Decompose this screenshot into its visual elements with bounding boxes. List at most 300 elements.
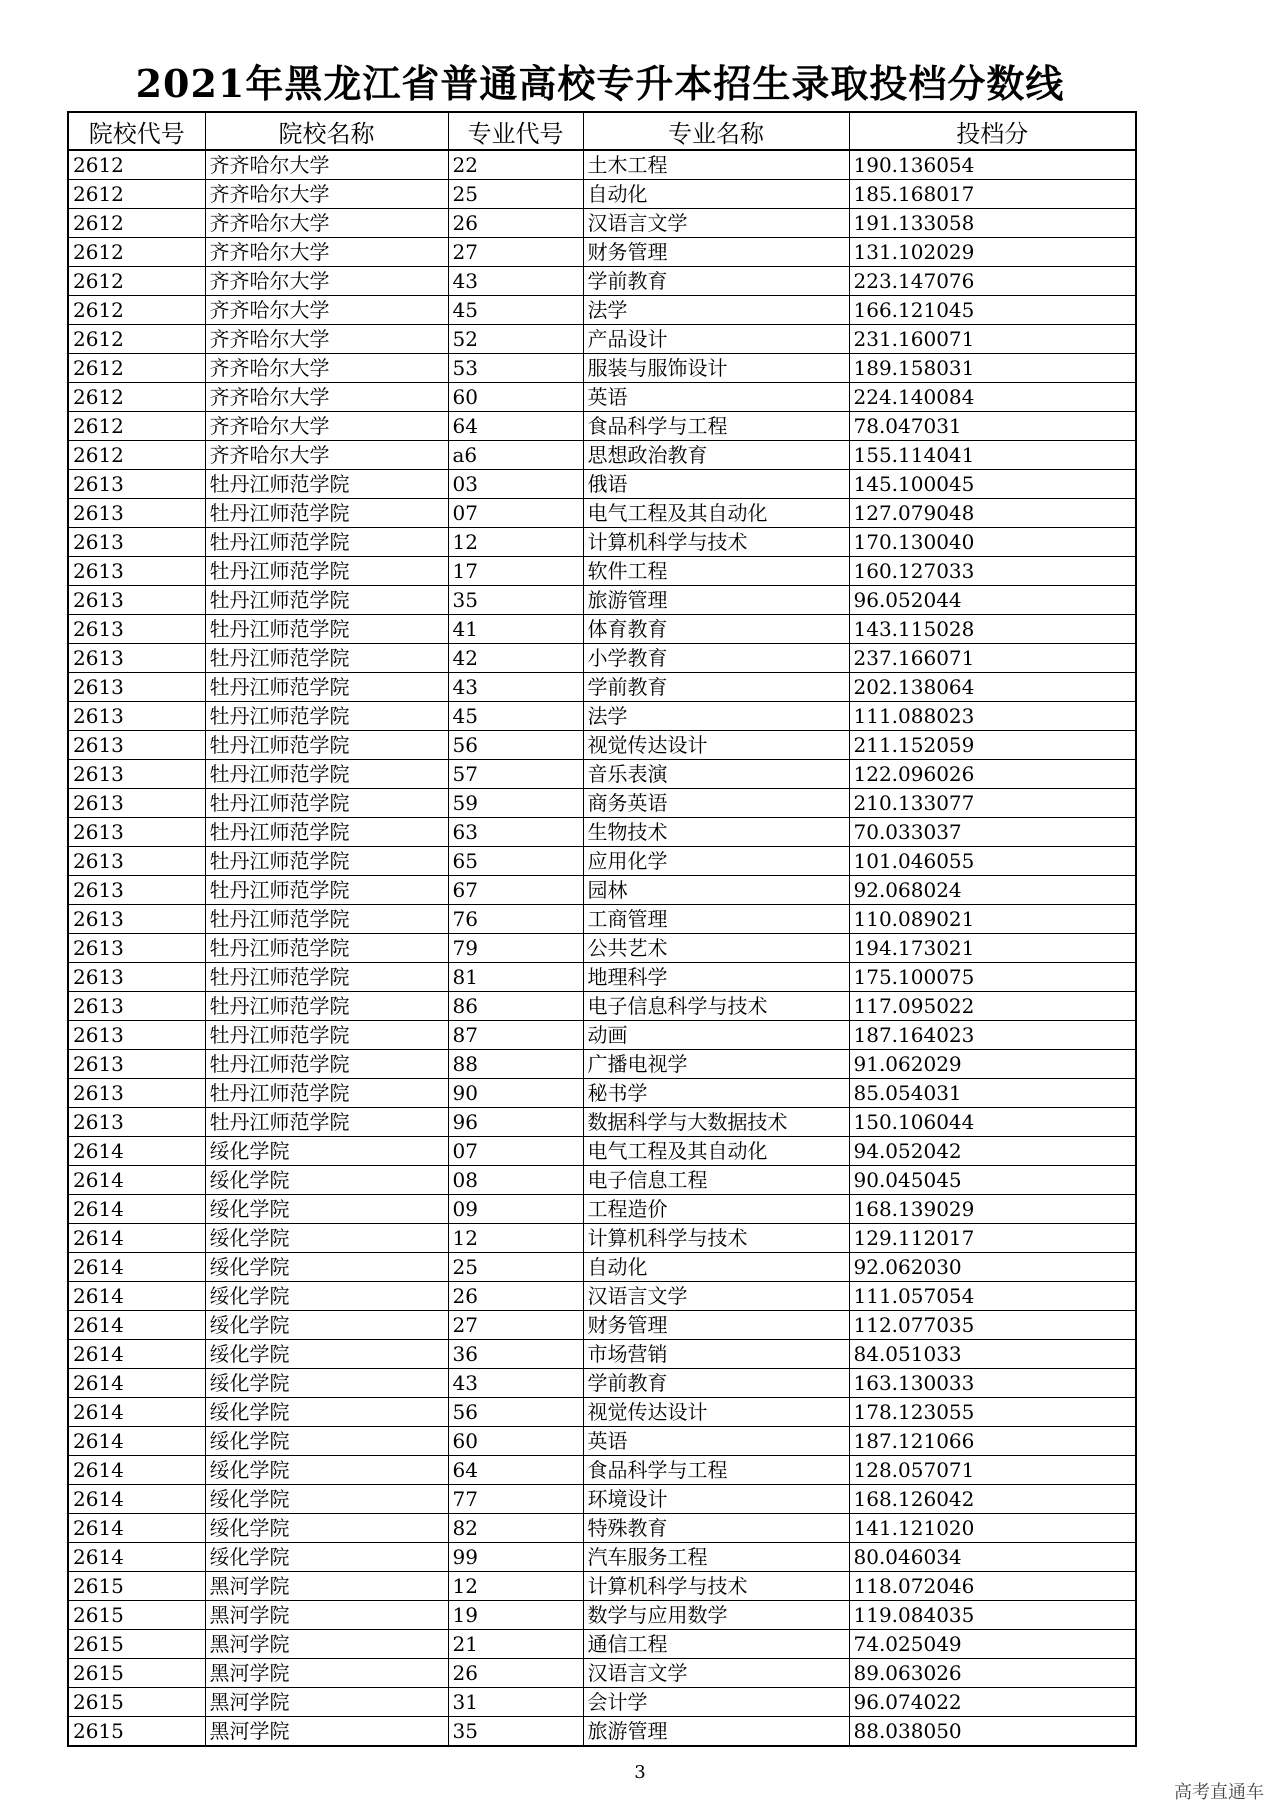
major-code-cell: 26 <box>448 209 583 238</box>
major-code-cell: 63 <box>448 818 583 847</box>
school-code-cell: 2615 <box>68 1659 205 1688</box>
table-row <box>68 383 1136 412</box>
school-name-cell: 齐齐哈尔大学 <box>205 209 448 238</box>
major-code-cell: 26 <box>448 1282 583 1311</box>
table-row <box>68 180 1136 209</box>
major-code-cell: 35 <box>448 586 583 615</box>
school-code-cell: 2614 <box>68 1369 205 1398</box>
major-name-cell: 自动化 <box>583 1253 849 1282</box>
major-name-cell: 应用化学 <box>583 847 849 876</box>
school-name-cell: 牡丹江师范学院 <box>205 963 448 992</box>
score-cell: 101.046055 <box>849 847 1136 876</box>
school-code-cell: 2612 <box>68 180 205 209</box>
table-body <box>68 150 1136 1746</box>
table-row <box>68 1427 1136 1456</box>
major-name-cell: 动画 <box>583 1021 849 1050</box>
header-school-code: 院校代号 <box>68 112 205 150</box>
major-name-cell: 工商管理 <box>583 905 849 934</box>
school-code-cell: 2614 <box>68 1253 205 1282</box>
major-name-cell: 自动化 <box>583 180 849 209</box>
table-row <box>68 1659 1136 1688</box>
score-cell: 94.052042 <box>849 1137 1136 1166</box>
school-name-cell: 黑河学院 <box>205 1601 448 1630</box>
table-row <box>68 557 1136 586</box>
school-name-cell: 黑河学院 <box>205 1717 448 1747</box>
school-code-cell: 2613 <box>68 673 205 702</box>
score-cell: 191.133058 <box>849 209 1136 238</box>
score-cell: 78.047031 <box>849 412 1136 441</box>
school-name-cell: 绥化学院 <box>205 1166 448 1195</box>
table-row <box>68 296 1136 325</box>
table-row <box>68 267 1136 296</box>
school-code-cell: 2614 <box>68 1195 205 1224</box>
major-code-cell: 25 <box>448 1253 583 1282</box>
major-name-cell: 学前教育 <box>583 267 849 296</box>
school-name-cell: 牡丹江师范学院 <box>205 818 448 847</box>
major-name-cell: 生物技术 <box>583 818 849 847</box>
school-name-cell: 黑河学院 <box>205 1630 448 1659</box>
table-row <box>68 673 1136 702</box>
school-name-cell: 黑河学院 <box>205 1572 448 1601</box>
major-name-cell: 广播电视学 <box>583 1050 849 1079</box>
major-name-cell: 汉语言文学 <box>583 209 849 238</box>
major-name-cell: 法学 <box>583 702 849 731</box>
major-name-cell: 数学与应用数学 <box>583 1601 849 1630</box>
major-code-cell: 60 <box>448 1427 583 1456</box>
score-cell: 119.084035 <box>849 1601 1136 1630</box>
table-row <box>68 847 1136 876</box>
school-code-cell: 2613 <box>68 615 205 644</box>
school-name-cell: 牡丹江师范学院 <box>205 760 448 789</box>
major-name-cell: 公共艺术 <box>583 934 849 963</box>
major-name-cell: 体育教育 <box>583 615 849 644</box>
score-cell: 237.166071 <box>849 644 1136 673</box>
page-title: 2021年黑龙江省普通高校专升本招生录取投档分数线 <box>135 61 1065 106</box>
school-name-cell: 齐齐哈尔大学 <box>205 296 448 325</box>
school-code-cell: 2615 <box>68 1572 205 1601</box>
table-row <box>68 1224 1136 1253</box>
school-code-cell: 2615 <box>68 1688 205 1717</box>
major-code-cell: 77 <box>448 1485 583 1514</box>
school-name-cell: 牡丹江师范学院 <box>205 1021 448 1050</box>
school-code-cell: 2613 <box>68 905 205 934</box>
score-cell: 96.052044 <box>849 586 1136 615</box>
major-name-cell: 财务管理 <box>583 238 849 267</box>
school-code-cell: 2613 <box>68 992 205 1021</box>
school-code-cell: 2614 <box>68 1166 205 1195</box>
major-code-cell: 53 <box>448 354 583 383</box>
school-code-cell: 2614 <box>68 1224 205 1253</box>
major-name-cell: 英语 <box>583 383 849 412</box>
watermark: 高考直通车 <box>1174 1782 1264 1803</box>
major-code-cell: 17 <box>448 557 583 586</box>
score-cell: 185.168017 <box>849 180 1136 209</box>
major-code-cell: 07 <box>448 1137 583 1166</box>
school-code-cell: 2612 <box>68 354 205 383</box>
school-code-cell: 2612 <box>68 209 205 238</box>
major-code-cell: 31 <box>448 1688 583 1717</box>
major-code-cell: 90 <box>448 1079 583 1108</box>
major-code-cell: 08 <box>448 1166 583 1195</box>
table-row <box>68 412 1136 441</box>
table-row <box>68 1514 1136 1543</box>
major-code-cell: 99 <box>448 1543 583 1572</box>
table-row <box>68 499 1136 528</box>
school-name-cell: 牡丹江师范学院 <box>205 731 448 760</box>
table-row <box>68 818 1136 847</box>
major-name-cell: 思想政治教育 <box>583 441 849 470</box>
score-cell: 160.127033 <box>849 557 1136 586</box>
school-name-cell: 绥化学院 <box>205 1398 448 1427</box>
major-code-cell: 45 <box>448 702 583 731</box>
major-name-cell: 土木工程 <box>583 150 849 180</box>
header-school-name: 院校名称 <box>205 112 448 150</box>
table-row <box>68 1398 1136 1427</box>
score-cell: 128.057071 <box>849 1456 1136 1485</box>
major-code-cell: 27 <box>448 1311 583 1340</box>
score-cell: 223.147076 <box>849 267 1136 296</box>
table-row <box>68 1630 1136 1659</box>
school-name-cell: 齐齐哈尔大学 <box>205 325 448 354</box>
table-row <box>68 789 1136 818</box>
school-name-cell: 牡丹江师范学院 <box>205 528 448 557</box>
score-table <box>67 111 1137 1747</box>
score-cell: 85.054031 <box>849 1079 1136 1108</box>
major-code-cell: 56 <box>448 731 583 760</box>
major-code-cell: 81 <box>448 963 583 992</box>
major-name-cell: 计算机科学与技术 <box>583 1572 849 1601</box>
score-cell: 170.130040 <box>849 528 1136 557</box>
school-name-cell: 牡丹江师范学院 <box>205 586 448 615</box>
major-name-cell: 财务管理 <box>583 1311 849 1340</box>
school-code-cell: 2614 <box>68 1340 205 1369</box>
score-cell: 80.046034 <box>849 1543 1136 1572</box>
school-name-cell: 牡丹江师范学院 <box>205 1050 448 1079</box>
major-name-cell: 计算机科学与技术 <box>583 1224 849 1253</box>
school-name-cell: 黑河学院 <box>205 1659 448 1688</box>
school-name-cell: 绥化学院 <box>205 1485 448 1514</box>
header-major-name: 专业名称 <box>583 112 849 150</box>
school-code-cell: 2614 <box>68 1398 205 1427</box>
major-name-cell: 工程造价 <box>583 1195 849 1224</box>
table-row <box>68 1050 1136 1079</box>
school-code-cell: 2614 <box>68 1514 205 1543</box>
school-name-cell: 齐齐哈尔大学 <box>205 267 448 296</box>
school-code-cell: 2614 <box>68 1456 205 1485</box>
school-code-cell: 2613 <box>68 644 205 673</box>
school-code-cell: 2613 <box>68 499 205 528</box>
major-name-cell: 学前教育 <box>583 673 849 702</box>
major-code-cell: 07 <box>448 499 583 528</box>
school-code-cell: 2615 <box>68 1601 205 1630</box>
major-name-cell: 电子信息科学与技术 <box>583 992 849 1021</box>
school-name-cell: 齐齐哈尔大学 <box>205 354 448 383</box>
school-name-cell: 齐齐哈尔大学 <box>205 412 448 441</box>
major-name-cell: 计算机科学与技术 <box>583 528 849 557</box>
table-row <box>68 1253 1136 1282</box>
table-row <box>68 992 1136 1021</box>
school-code-cell: 2613 <box>68 1021 205 1050</box>
major-name-cell: 小学教育 <box>583 644 849 673</box>
major-code-cell: 12 <box>448 1572 583 1601</box>
table-row <box>68 934 1136 963</box>
school-code-cell: 2612 <box>68 238 205 267</box>
school-code-cell: 2612 <box>68 441 205 470</box>
score-cell: 210.133077 <box>849 789 1136 818</box>
major-name-cell: 学前教育 <box>583 1369 849 1398</box>
score-cell: 90.045045 <box>849 1166 1136 1195</box>
score-cell: 89.063026 <box>849 1659 1136 1688</box>
school-code-cell: 2613 <box>68 760 205 789</box>
table-row <box>68 644 1136 673</box>
major-name-cell: 电气工程及其自动化 <box>583 1137 849 1166</box>
table-row <box>68 963 1136 992</box>
school-code-cell: 2612 <box>68 325 205 354</box>
table-row <box>68 731 1136 760</box>
table-header-row <box>68 112 1136 150</box>
score-cell: 70.033037 <box>849 818 1136 847</box>
major-name-cell: 视觉传达设计 <box>583 731 849 760</box>
major-name-cell: 汉语言文学 <box>583 1282 849 1311</box>
school-name-cell: 齐齐哈尔大学 <box>205 441 448 470</box>
score-cell: 129.112017 <box>849 1224 1136 1253</box>
table-row <box>68 1601 1136 1630</box>
table-row <box>68 1572 1136 1601</box>
school-name-cell: 齐齐哈尔大学 <box>205 180 448 209</box>
school-code-cell: 2613 <box>68 1108 205 1137</box>
header-score: 投档分 <box>849 112 1136 150</box>
major-code-cell: 79 <box>448 934 583 963</box>
major-name-cell: 旅游管理 <box>583 586 849 615</box>
major-name-cell: 汉语言文学 <box>583 1659 849 1688</box>
school-code-cell: 2615 <box>68 1717 205 1747</box>
score-cell: 96.074022 <box>849 1688 1136 1717</box>
table-row <box>68 1195 1136 1224</box>
major-code-cell: 59 <box>448 789 583 818</box>
score-cell: 168.126042 <box>849 1485 1136 1514</box>
school-name-cell: 牡丹江师范学院 <box>205 673 448 702</box>
school-name-cell: 齐齐哈尔大学 <box>205 150 448 180</box>
major-name-cell: 产品设计 <box>583 325 849 354</box>
school-code-cell: 2612 <box>68 150 205 180</box>
score-cell: 110.089021 <box>849 905 1136 934</box>
score-cell: 141.121020 <box>849 1514 1136 1543</box>
header-major-code: 专业代号 <box>448 112 583 150</box>
table-row <box>68 1108 1136 1137</box>
school-code-cell: 2614 <box>68 1427 205 1456</box>
score-cell: 178.123055 <box>849 1398 1136 1427</box>
score-cell: 163.130033 <box>849 1369 1136 1398</box>
school-code-cell: 2612 <box>68 412 205 441</box>
table-row <box>68 1137 1136 1166</box>
school-name-cell: 牡丹江师范学院 <box>205 847 448 876</box>
table-row <box>68 1543 1136 1572</box>
score-cell: 166.121045 <box>849 296 1136 325</box>
major-name-cell: 商务英语 <box>583 789 849 818</box>
score-cell: 91.062029 <box>849 1050 1136 1079</box>
score-cell: 111.088023 <box>849 702 1136 731</box>
school-code-cell: 2613 <box>68 789 205 818</box>
score-cell: 143.115028 <box>849 615 1136 644</box>
major-name-cell: 俄语 <box>583 470 849 499</box>
table-row <box>68 1688 1136 1717</box>
major-name-cell: 法学 <box>583 296 849 325</box>
school-code-cell: 2614 <box>68 1137 205 1166</box>
score-cell: 84.051033 <box>849 1340 1136 1369</box>
school-code-cell: 2613 <box>68 847 205 876</box>
major-code-cell: 64 <box>448 1456 583 1485</box>
table-row <box>68 150 1136 180</box>
school-name-cell: 牡丹江师范学院 <box>205 557 448 586</box>
score-cell: 127.079048 <box>849 499 1136 528</box>
school-name-cell: 绥化学院 <box>205 1514 448 1543</box>
school-code-cell: 2613 <box>68 818 205 847</box>
table-row <box>68 702 1136 731</box>
table-row <box>68 528 1136 557</box>
major-name-cell: 视觉传达设计 <box>583 1398 849 1427</box>
table-row <box>68 1369 1136 1398</box>
school-code-cell: 2615 <box>68 1630 205 1659</box>
score-cell: 175.100075 <box>849 963 1136 992</box>
table-row <box>68 1311 1136 1340</box>
school-name-cell: 牡丹江师范学院 <box>205 934 448 963</box>
table-row <box>68 354 1136 383</box>
major-code-cell: 21 <box>448 1630 583 1659</box>
major-name-cell: 服装与服饰设计 <box>583 354 849 383</box>
major-code-cell: 45 <box>448 296 583 325</box>
school-name-cell: 绥化学院 <box>205 1340 448 1369</box>
school-name-cell: 绥化学院 <box>205 1311 448 1340</box>
major-code-cell: a6 <box>448 441 583 470</box>
school-name-cell: 绥化学院 <box>205 1427 448 1456</box>
major-code-cell: 12 <box>448 528 583 557</box>
school-name-cell: 牡丹江师范学院 <box>205 499 448 528</box>
major-code-cell: 87 <box>448 1021 583 1050</box>
school-name-cell: 牡丹江师范学院 <box>205 905 448 934</box>
school-name-cell: 齐齐哈尔大学 <box>205 238 448 267</box>
school-name-cell: 绥化学院 <box>205 1195 448 1224</box>
school-code-cell: 2613 <box>68 1050 205 1079</box>
score-cell: 92.062030 <box>849 1253 1136 1282</box>
table-row <box>68 615 1136 644</box>
school-code-cell: 2613 <box>68 586 205 615</box>
score-cell: 190.136054 <box>849 150 1136 180</box>
major-code-cell: 25 <box>448 180 583 209</box>
major-name-cell: 食品科学与工程 <box>583 412 849 441</box>
major-code-cell: 43 <box>448 1369 583 1398</box>
table-row <box>68 209 1136 238</box>
major-code-cell: 86 <box>448 992 583 1021</box>
score-cell: 112.077035 <box>849 1311 1136 1340</box>
major-code-cell: 67 <box>448 876 583 905</box>
major-name-cell: 秘书学 <box>583 1079 849 1108</box>
page-number: 3 <box>634 1762 646 1783</box>
school-code-cell: 2613 <box>68 731 205 760</box>
score-cell: 88.038050 <box>849 1717 1136 1747</box>
score-cell: 211.152059 <box>849 731 1136 760</box>
major-code-cell: 35 <box>448 1717 583 1747</box>
school-code-cell: 2612 <box>68 296 205 325</box>
school-code-cell: 2614 <box>68 1543 205 1572</box>
school-code-cell: 2613 <box>68 934 205 963</box>
major-name-cell: 环境设计 <box>583 1485 849 1514</box>
table-row <box>68 1485 1136 1514</box>
major-name-cell: 特殊教育 <box>583 1514 849 1543</box>
major-code-cell: 43 <box>448 267 583 296</box>
school-code-cell: 2613 <box>68 876 205 905</box>
school-code-cell: 2613 <box>68 528 205 557</box>
score-cell: 187.121066 <box>849 1427 1136 1456</box>
score-cell: 189.158031 <box>849 354 1136 383</box>
school-name-cell: 牡丹江师范学院 <box>205 470 448 499</box>
school-code-cell: 2613 <box>68 963 205 992</box>
score-cell: 122.096026 <box>849 760 1136 789</box>
major-code-cell: 82 <box>448 1514 583 1543</box>
score-cell: 168.139029 <box>849 1195 1136 1224</box>
major-code-cell: 56 <box>448 1398 583 1427</box>
school-code-cell: 2613 <box>68 557 205 586</box>
school-name-cell: 牡丹江师范学院 <box>205 876 448 905</box>
school-code-cell: 2612 <box>68 267 205 296</box>
school-code-cell: 2613 <box>68 470 205 499</box>
table-row <box>68 1340 1136 1369</box>
school-name-cell: 牡丹江师范学院 <box>205 1108 448 1137</box>
table-row <box>68 876 1136 905</box>
school-code-cell: 2613 <box>68 1079 205 1108</box>
major-code-cell: 27 <box>448 238 583 267</box>
major-name-cell: 电气工程及其自动化 <box>583 499 849 528</box>
school-name-cell: 牡丹江师范学院 <box>205 615 448 644</box>
major-name-cell: 地理科学 <box>583 963 849 992</box>
score-cell: 111.057054 <box>849 1282 1136 1311</box>
major-name-cell: 食品科学与工程 <box>583 1456 849 1485</box>
school-code-cell: 2614 <box>68 1311 205 1340</box>
major-code-cell: 43 <box>448 673 583 702</box>
school-name-cell: 绥化学院 <box>205 1456 448 1485</box>
major-code-cell: 76 <box>448 905 583 934</box>
school-code-cell: 2613 <box>68 702 205 731</box>
school-name-cell: 绥化学院 <box>205 1543 448 1572</box>
score-cell: 150.106044 <box>849 1108 1136 1137</box>
school-name-cell: 绥化学院 <box>205 1282 448 1311</box>
score-cell: 194.173021 <box>849 934 1136 963</box>
school-name-cell: 绥化学院 <box>205 1369 448 1398</box>
school-name-cell: 绥化学院 <box>205 1137 448 1166</box>
school-name-cell: 牡丹江师范学院 <box>205 992 448 1021</box>
major-name-cell: 会计学 <box>583 1688 849 1717</box>
table-row <box>68 1456 1136 1485</box>
table-row <box>68 325 1136 354</box>
table-row <box>68 905 1136 934</box>
major-name-cell: 软件工程 <box>583 557 849 586</box>
score-cell: 117.095022 <box>849 992 1136 1021</box>
major-code-cell: 03 <box>448 470 583 499</box>
major-code-cell: 64 <box>448 412 583 441</box>
major-name-cell: 通信工程 <box>583 1630 849 1659</box>
table-row <box>68 1021 1136 1050</box>
major-code-cell: 60 <box>448 383 583 412</box>
score-cell: 92.068024 <box>849 876 1136 905</box>
major-code-cell: 42 <box>448 644 583 673</box>
school-name-cell: 黑河学院 <box>205 1688 448 1717</box>
major-code-cell: 09 <box>448 1195 583 1224</box>
school-name-cell: 绥化学院 <box>205 1253 448 1282</box>
major-name-cell: 音乐表演 <box>583 760 849 789</box>
major-code-cell: 65 <box>448 847 583 876</box>
score-cell: 145.100045 <box>849 470 1136 499</box>
table-row <box>68 1166 1136 1195</box>
major-code-cell: 19 <box>448 1601 583 1630</box>
